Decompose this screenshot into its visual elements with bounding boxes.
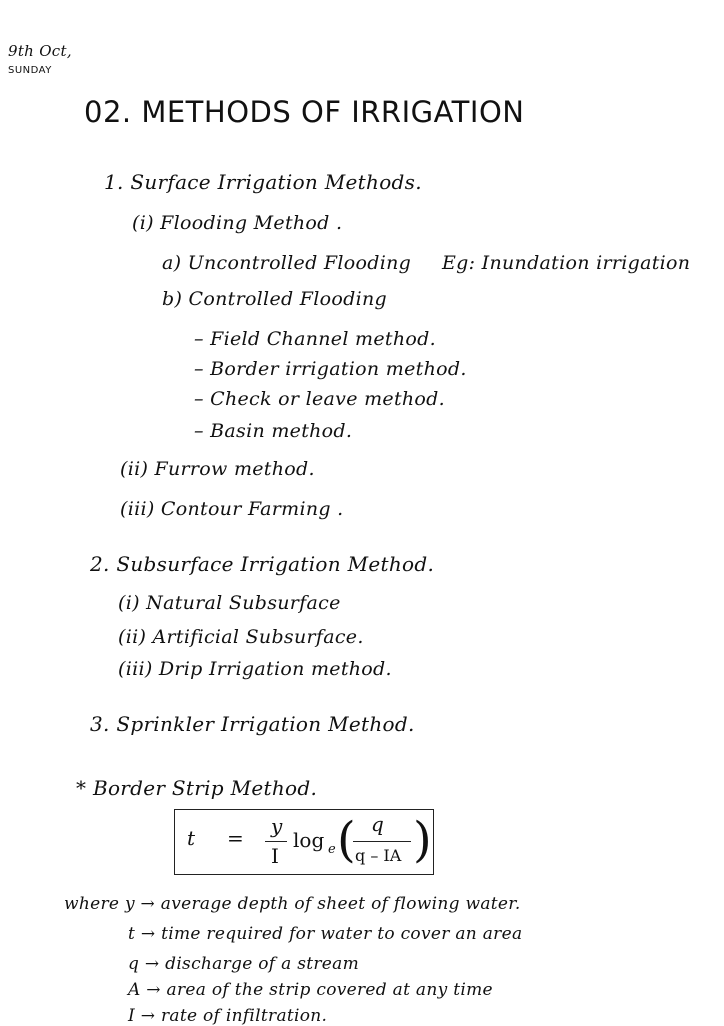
definition-line: I → rate of infiltration. xyxy=(128,1006,328,1026)
fraction-bar-1 xyxy=(265,841,287,842)
controlled-flooding-subitem: – Check or leave method. xyxy=(194,388,445,410)
uncontrolled-flooding-example: Eg: Inundation irrigation xyxy=(442,252,691,274)
border-strip-heading: * Border Strip Method. xyxy=(76,776,318,800)
day-label: SUNDAY xyxy=(8,65,52,76)
controlled-flooding-subitem: – Border irrigation method. xyxy=(194,358,467,380)
definition-line: t → time required for water to cover an area xyxy=(128,924,523,944)
flooding-method-item: (i) Flooding Method . xyxy=(132,212,343,234)
formula-numerator-1: y xyxy=(271,814,283,838)
formula-lhs: t xyxy=(187,826,196,850)
formula-log-base: e xyxy=(328,842,336,857)
formula-numerator-2: q xyxy=(371,812,384,836)
section-1-heading: 1. Surface Irrigation Methods. xyxy=(104,170,422,194)
fraction-bar-2 xyxy=(353,841,411,842)
controlled-flooding-subitem: – Field Channel method. xyxy=(194,328,436,350)
formula-equals: = xyxy=(227,826,244,850)
subsurface-item: (iii) Drip Irrigation method. xyxy=(118,658,392,680)
definition-line: A → area of the strip covered at any time xyxy=(128,980,493,1000)
section-3-heading: 3. Sprinkler Irrigation Method. xyxy=(90,712,415,736)
controlled-flooding-subitem: – Basin method. xyxy=(194,420,353,442)
contour-farming-item: (iii) Contour Farming . xyxy=(120,498,344,520)
section-2-heading: 2. Subsurface Irrigation Method. xyxy=(90,552,435,576)
formula-denominator-2: q – IA xyxy=(355,846,402,865)
subsurface-item: (ii) Artificial Subsurface. xyxy=(118,626,364,648)
definition-line: where y → average depth of sheet of flowing water. xyxy=(64,894,521,914)
formula-box xyxy=(174,809,434,875)
furrow-method-item: (ii) Furrow method. xyxy=(120,458,315,480)
right-paren: ) xyxy=(413,812,432,868)
page-title: 02. METHODS OF IRRIGATION xyxy=(84,95,525,129)
formula-denominator-1: I xyxy=(271,844,279,868)
subsurface-item: (i) Natural Subsurface xyxy=(118,592,341,614)
controlled-flooding-item: b) Controlled Flooding xyxy=(162,288,387,310)
definition-line: q → discharge of a stream xyxy=(128,954,360,974)
formula-log: log xyxy=(293,828,325,852)
uncontrolled-flooding-item: a) Uncontrolled Flooding xyxy=(162,252,412,274)
left-paren: ( xyxy=(337,812,356,868)
date-label: 9th Oct, xyxy=(8,42,72,60)
